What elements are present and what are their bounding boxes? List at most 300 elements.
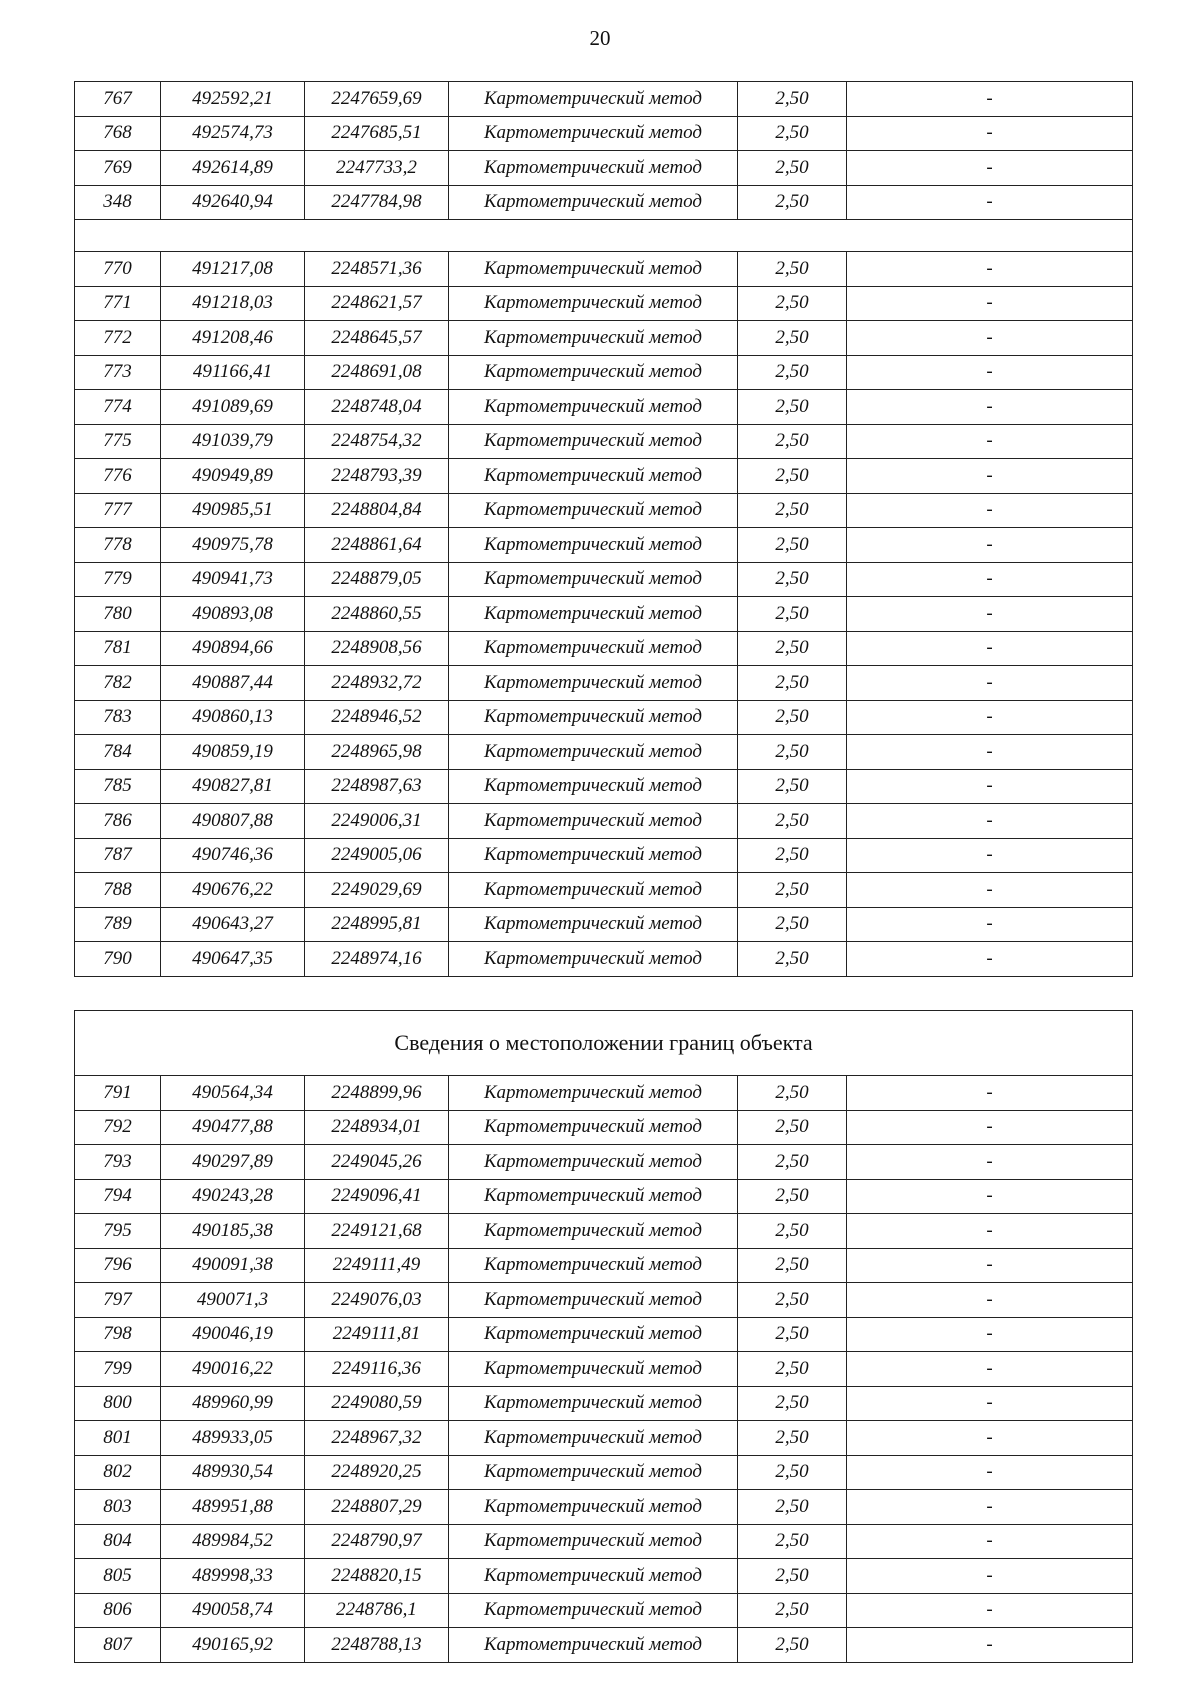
y-coordinate-cell: 2249076,03 bbox=[305, 1283, 449, 1318]
y-coordinate-cell: 2248965,98 bbox=[305, 735, 449, 770]
y-coordinate-cell: 2248788,13 bbox=[305, 1628, 449, 1663]
section-title-row bbox=[75, 1011, 1133, 1076]
accuracy-cell: 2,50 bbox=[738, 562, 847, 597]
description-cell: - bbox=[847, 82, 1133, 117]
description-cell: - bbox=[847, 769, 1133, 804]
x-coordinate-cell: 491218,03 bbox=[161, 286, 305, 321]
description-cell: - bbox=[847, 424, 1133, 459]
accuracy-cell: 2,50 bbox=[738, 528, 847, 563]
y-coordinate-cell: 2249006,31 bbox=[305, 804, 449, 839]
y-coordinate-cell: 2249045,26 bbox=[305, 1145, 449, 1180]
description-cell: - bbox=[847, 286, 1133, 321]
table-row bbox=[75, 1421, 1133, 1456]
accuracy-cell: 2,50 bbox=[738, 1524, 847, 1559]
description-cell: - bbox=[847, 116, 1133, 151]
description-cell: - bbox=[847, 459, 1133, 494]
point-number-cell: 780 bbox=[75, 597, 161, 632]
x-coordinate-cell: 490647,35 bbox=[161, 942, 305, 977]
table-row bbox=[75, 804, 1133, 839]
method-cell: Картометрический метод bbox=[449, 873, 738, 908]
point-number-cell: 801 bbox=[75, 1421, 161, 1456]
x-coordinate-cell: 490058,74 bbox=[161, 1593, 305, 1628]
y-coordinate-cell: 2248995,81 bbox=[305, 907, 449, 942]
method-cell: Картометрический метод bbox=[449, 907, 738, 942]
x-coordinate-cell: 490859,19 bbox=[161, 735, 305, 770]
x-coordinate-cell: 490185,38 bbox=[161, 1214, 305, 1249]
table-row bbox=[75, 1490, 1133, 1525]
description-cell: - bbox=[847, 528, 1133, 563]
point-number-cell: 799 bbox=[75, 1352, 161, 1387]
method-cell: Картометрический метод bbox=[449, 1248, 738, 1283]
x-coordinate-cell: 490860,13 bbox=[161, 700, 305, 735]
coordinates-table-2 bbox=[74, 1010, 1133, 1663]
point-number-cell: 806 bbox=[75, 1593, 161, 1628]
description-cell: - bbox=[847, 907, 1133, 942]
accuracy-cell: 2,50 bbox=[738, 1593, 847, 1628]
accuracy-cell: 2,50 bbox=[738, 185, 847, 220]
blank-separator-row bbox=[75, 220, 1133, 252]
x-coordinate-cell: 490894,66 bbox=[161, 631, 305, 666]
table-row bbox=[75, 1145, 1133, 1180]
table-row bbox=[75, 252, 1133, 287]
accuracy-cell: 2,50 bbox=[738, 804, 847, 839]
y-coordinate-cell: 2248691,08 bbox=[305, 355, 449, 390]
y-coordinate-cell: 2247685,51 bbox=[305, 116, 449, 151]
point-number-cell: 782 bbox=[75, 666, 161, 701]
description-cell: - bbox=[847, 151, 1133, 186]
accuracy-cell: 2,50 bbox=[738, 1317, 847, 1352]
description-cell: - bbox=[847, 1490, 1133, 1525]
accuracy-cell: 2,50 bbox=[738, 459, 847, 494]
table-row bbox=[75, 459, 1133, 494]
accuracy-cell: 2,50 bbox=[738, 1214, 847, 1249]
y-coordinate-cell: 2248621,57 bbox=[305, 286, 449, 321]
point-number-cell: 784 bbox=[75, 735, 161, 770]
y-coordinate-cell: 2247733,2 bbox=[305, 151, 449, 186]
y-coordinate-cell: 2248860,55 bbox=[305, 597, 449, 632]
table-1-group-a bbox=[75, 82, 1133, 220]
method-cell: Картометрический метод bbox=[449, 562, 738, 597]
y-coordinate-cell: 2248645,57 bbox=[305, 321, 449, 356]
y-coordinate-cell: 2249121,68 bbox=[305, 1214, 449, 1249]
x-coordinate-cell: 490941,73 bbox=[161, 562, 305, 597]
x-coordinate-cell: 491089,69 bbox=[161, 390, 305, 425]
method-cell: Картометрический метод bbox=[449, 1386, 738, 1421]
x-coordinate-cell: 491217,08 bbox=[161, 252, 305, 287]
table-row bbox=[75, 528, 1133, 563]
table-row bbox=[75, 838, 1133, 873]
x-coordinate-cell: 489933,05 bbox=[161, 1421, 305, 1456]
page-number: 20 bbox=[589, 26, 611, 50]
point-number-cell: 791 bbox=[75, 1076, 161, 1111]
method-cell: Картометрический метод bbox=[449, 185, 738, 220]
point-number-cell: 798 bbox=[75, 1317, 161, 1352]
table-row bbox=[75, 700, 1133, 735]
table-row bbox=[75, 769, 1133, 804]
point-number-cell: 807 bbox=[75, 1628, 161, 1663]
method-cell: Картометрический метод bbox=[449, 1317, 738, 1352]
table-row bbox=[75, 873, 1133, 908]
accuracy-cell: 2,50 bbox=[738, 424, 847, 459]
x-coordinate-cell: 490949,89 bbox=[161, 459, 305, 494]
table-row bbox=[75, 390, 1133, 425]
description-cell: - bbox=[847, 1593, 1133, 1628]
description-cell: - bbox=[847, 666, 1133, 701]
method-cell: Картометрический метод bbox=[449, 1421, 738, 1456]
accuracy-cell: 2,50 bbox=[738, 82, 847, 117]
y-coordinate-cell: 2249111,49 bbox=[305, 1248, 449, 1283]
x-coordinate-cell: 490091,38 bbox=[161, 1248, 305, 1283]
table-row bbox=[75, 116, 1133, 151]
point-number-cell: 795 bbox=[75, 1214, 161, 1249]
method-cell: Картометрический метод bbox=[449, 1179, 738, 1214]
table-row bbox=[75, 1524, 1133, 1559]
y-coordinate-cell: 2248807,29 bbox=[305, 1490, 449, 1525]
point-number-cell: 777 bbox=[75, 493, 161, 528]
point-number-cell: 792 bbox=[75, 1110, 161, 1145]
point-number-cell: 793 bbox=[75, 1145, 161, 1180]
table-row bbox=[75, 151, 1133, 186]
table-row bbox=[75, 735, 1133, 770]
accuracy-cell: 2,50 bbox=[738, 1559, 847, 1594]
y-coordinate-cell: 2248861,64 bbox=[305, 528, 449, 563]
method-cell: Картометрический метод bbox=[449, 1352, 738, 1387]
point-number-cell: 786 bbox=[75, 804, 161, 839]
method-cell: Картометрический метод bbox=[449, 493, 738, 528]
point-number-cell: 800 bbox=[75, 1386, 161, 1421]
point-number-cell: 804 bbox=[75, 1524, 161, 1559]
method-cell: Картометрический метод bbox=[449, 151, 738, 186]
description-cell: - bbox=[847, 597, 1133, 632]
x-coordinate-cell: 490243,28 bbox=[161, 1179, 305, 1214]
description-cell: - bbox=[847, 942, 1133, 977]
table-row bbox=[75, 1455, 1133, 1490]
method-cell: Картометрический метод bbox=[449, 1490, 738, 1525]
y-coordinate-cell: 2248786,1 bbox=[305, 1593, 449, 1628]
description-cell: - bbox=[847, 631, 1133, 666]
table-2-body bbox=[75, 1076, 1133, 1663]
coordinates-table-1 bbox=[74, 81, 1133, 977]
description-cell: - bbox=[847, 873, 1133, 908]
description-cell: - bbox=[847, 1352, 1133, 1387]
method-cell: Картометрический метод bbox=[449, 424, 738, 459]
accuracy-cell: 2,50 bbox=[738, 597, 847, 632]
point-number-cell: 802 bbox=[75, 1455, 161, 1490]
description-cell: - bbox=[847, 1317, 1133, 1352]
description-cell: - bbox=[847, 1145, 1133, 1180]
y-coordinate-cell: 2247659,69 bbox=[305, 82, 449, 117]
method-cell: Картометрический метод bbox=[449, 769, 738, 804]
x-coordinate-cell: 490893,08 bbox=[161, 597, 305, 632]
table-row bbox=[75, 321, 1133, 356]
method-cell: Картометрический метод bbox=[449, 666, 738, 701]
table-row bbox=[75, 1317, 1133, 1352]
table-1-separator bbox=[75, 220, 1133, 252]
point-number-cell: 776 bbox=[75, 459, 161, 494]
x-coordinate-cell: 492574,73 bbox=[161, 116, 305, 151]
table-row bbox=[75, 1076, 1133, 1111]
point-number-cell: 785 bbox=[75, 769, 161, 804]
accuracy-cell: 2,50 bbox=[738, 942, 847, 977]
x-coordinate-cell: 490297,89 bbox=[161, 1145, 305, 1180]
y-coordinate-cell: 2248754,32 bbox=[305, 424, 449, 459]
x-coordinate-cell: 491166,41 bbox=[161, 355, 305, 390]
x-coordinate-cell: 490807,88 bbox=[161, 804, 305, 839]
x-coordinate-cell: 490564,34 bbox=[161, 1076, 305, 1111]
method-cell: Картометрический метод bbox=[449, 1283, 738, 1318]
point-number-cell: 805 bbox=[75, 1559, 161, 1594]
description-cell: - bbox=[847, 1248, 1133, 1283]
point-number-cell: 775 bbox=[75, 424, 161, 459]
x-coordinate-cell: 490985,51 bbox=[161, 493, 305, 528]
x-coordinate-cell: 490827,81 bbox=[161, 769, 305, 804]
method-cell: Картометрический метод bbox=[449, 82, 738, 117]
y-coordinate-cell: 2248974,16 bbox=[305, 942, 449, 977]
method-cell: Картометрический метод bbox=[449, 631, 738, 666]
accuracy-cell: 2,50 bbox=[738, 1110, 847, 1145]
x-coordinate-cell: 492614,89 bbox=[161, 151, 305, 186]
x-coordinate-cell: 490046,19 bbox=[161, 1317, 305, 1352]
description-cell: - bbox=[847, 321, 1133, 356]
y-coordinate-cell: 2248920,25 bbox=[305, 1455, 449, 1490]
method-cell: Картометрический метод bbox=[449, 1076, 738, 1111]
accuracy-cell: 2,50 bbox=[738, 252, 847, 287]
accuracy-cell: 2,50 bbox=[738, 116, 847, 151]
accuracy-cell: 2,50 bbox=[738, 493, 847, 528]
x-coordinate-cell: 490016,22 bbox=[161, 1352, 305, 1387]
accuracy-cell: 2,50 bbox=[738, 666, 847, 701]
point-number-cell: 771 bbox=[75, 286, 161, 321]
method-cell: Картометрический метод bbox=[449, 459, 738, 494]
point-number-cell: 790 bbox=[75, 942, 161, 977]
point-number-cell: 769 bbox=[75, 151, 161, 186]
accuracy-cell: 2,50 bbox=[738, 700, 847, 735]
method-cell: Картометрический метод bbox=[449, 597, 738, 632]
method-cell: Картометрический метод bbox=[449, 1214, 738, 1249]
point-number-cell: 796 bbox=[75, 1248, 161, 1283]
point-number-cell: 783 bbox=[75, 700, 161, 735]
accuracy-cell: 2,50 bbox=[738, 1628, 847, 1663]
point-number-cell: 797 bbox=[75, 1283, 161, 1318]
y-coordinate-cell: 2247784,98 bbox=[305, 185, 449, 220]
accuracy-cell: 2,50 bbox=[738, 631, 847, 666]
accuracy-cell: 2,50 bbox=[738, 286, 847, 321]
table-row bbox=[75, 185, 1133, 220]
y-coordinate-cell: 2248820,15 bbox=[305, 1559, 449, 1594]
y-coordinate-cell: 2249029,69 bbox=[305, 873, 449, 908]
accuracy-cell: 2,50 bbox=[738, 735, 847, 770]
description-cell: - bbox=[847, 804, 1133, 839]
description-cell: - bbox=[847, 185, 1133, 220]
description-cell: - bbox=[847, 1421, 1133, 1456]
table-row bbox=[75, 1110, 1133, 1145]
accuracy-cell: 2,50 bbox=[738, 907, 847, 942]
table-row bbox=[75, 1179, 1133, 1214]
x-coordinate-cell: 490746,36 bbox=[161, 838, 305, 873]
y-coordinate-cell: 2248793,39 bbox=[305, 459, 449, 494]
description-cell: - bbox=[847, 1179, 1133, 1214]
point-number-cell: 788 bbox=[75, 873, 161, 908]
x-coordinate-cell: 490071,3 bbox=[161, 1283, 305, 1318]
method-cell: Картометрический метод bbox=[449, 390, 738, 425]
method-cell: Картометрический метод bbox=[449, 1145, 738, 1180]
description-cell: - bbox=[847, 1386, 1133, 1421]
point-number-cell: 348 bbox=[75, 185, 161, 220]
accuracy-cell: 2,50 bbox=[738, 1421, 847, 1456]
x-coordinate-cell: 489998,33 bbox=[161, 1559, 305, 1594]
y-coordinate-cell: 2248790,97 bbox=[305, 1524, 449, 1559]
accuracy-cell: 2,50 bbox=[738, 769, 847, 804]
x-coordinate-cell: 489930,54 bbox=[161, 1455, 305, 1490]
method-cell: Картометрический метод bbox=[449, 1628, 738, 1663]
accuracy-cell: 2,50 bbox=[738, 390, 847, 425]
point-number-cell: 773 bbox=[75, 355, 161, 390]
description-cell: - bbox=[847, 355, 1133, 390]
y-coordinate-cell: 2248946,52 bbox=[305, 700, 449, 735]
description-cell: - bbox=[847, 1214, 1133, 1249]
accuracy-cell: 2,50 bbox=[738, 1283, 847, 1318]
description-cell: - bbox=[847, 838, 1133, 873]
accuracy-cell: 2,50 bbox=[738, 1179, 847, 1214]
description-cell: - bbox=[847, 700, 1133, 735]
y-coordinate-cell: 2249116,36 bbox=[305, 1352, 449, 1387]
point-number-cell: 768 bbox=[75, 116, 161, 151]
table-row bbox=[75, 1559, 1133, 1594]
method-cell: Картометрический метод bbox=[449, 1559, 738, 1594]
method-cell: Картометрический метод bbox=[449, 528, 738, 563]
y-coordinate-cell: 2249080,59 bbox=[305, 1386, 449, 1421]
accuracy-cell: 2,50 bbox=[738, 1386, 847, 1421]
method-cell: Картометрический метод bbox=[449, 286, 738, 321]
description-cell: - bbox=[847, 493, 1133, 528]
x-coordinate-cell: 490477,88 bbox=[161, 1110, 305, 1145]
accuracy-cell: 2,50 bbox=[738, 1076, 847, 1111]
y-coordinate-cell: 2248804,84 bbox=[305, 493, 449, 528]
table-1-group-b bbox=[75, 252, 1133, 977]
method-cell: Картометрический метод bbox=[449, 1593, 738, 1628]
table-row bbox=[75, 1593, 1133, 1628]
table-row bbox=[75, 355, 1133, 390]
accuracy-cell: 2,50 bbox=[738, 321, 847, 356]
table-row bbox=[75, 286, 1133, 321]
y-coordinate-cell: 2248967,32 bbox=[305, 1421, 449, 1456]
description-cell: - bbox=[847, 562, 1133, 597]
x-coordinate-cell: 491039,79 bbox=[161, 424, 305, 459]
y-coordinate-cell: 2249005,06 bbox=[305, 838, 449, 873]
y-coordinate-cell: 2248899,96 bbox=[305, 1076, 449, 1111]
description-cell: - bbox=[847, 1559, 1133, 1594]
y-coordinate-cell: 2248934,01 bbox=[305, 1110, 449, 1145]
accuracy-cell: 2,50 bbox=[738, 1248, 847, 1283]
method-cell: Картометрический метод bbox=[449, 804, 738, 839]
description-cell: - bbox=[847, 252, 1133, 287]
table-row bbox=[75, 942, 1133, 977]
description-cell: - bbox=[847, 1110, 1133, 1145]
point-number-cell: 787 bbox=[75, 838, 161, 873]
y-coordinate-cell: 2248879,05 bbox=[305, 562, 449, 597]
description-cell: - bbox=[847, 390, 1133, 425]
point-number-cell: 770 bbox=[75, 252, 161, 287]
section-title: Сведения о местоположении границ объекта bbox=[75, 1011, 1133, 1076]
y-coordinate-cell: 2248908,56 bbox=[305, 631, 449, 666]
table-row bbox=[75, 1386, 1133, 1421]
point-number-cell: 781 bbox=[75, 631, 161, 666]
x-coordinate-cell: 492640,94 bbox=[161, 185, 305, 220]
y-coordinate-cell: 2248571,36 bbox=[305, 252, 449, 287]
table-row bbox=[75, 82, 1133, 117]
accuracy-cell: 2,50 bbox=[738, 838, 847, 873]
point-number-cell: 794 bbox=[75, 1179, 161, 1214]
x-coordinate-cell: 492592,21 bbox=[161, 82, 305, 117]
method-cell: Картометрический метод bbox=[449, 1110, 738, 1145]
x-coordinate-cell: 490643,27 bbox=[161, 907, 305, 942]
method-cell: Картометрический метод bbox=[449, 321, 738, 356]
method-cell: Картометрический метод bbox=[449, 355, 738, 390]
table-row bbox=[75, 631, 1133, 666]
description-cell: - bbox=[847, 1628, 1133, 1663]
table-row bbox=[75, 907, 1133, 942]
method-cell: Картометрический метод bbox=[449, 838, 738, 873]
method-cell: Картометрический метод bbox=[449, 735, 738, 770]
description-cell: - bbox=[847, 735, 1133, 770]
accuracy-cell: 2,50 bbox=[738, 151, 847, 186]
method-cell: Картометрический метод bbox=[449, 252, 738, 287]
description-cell: - bbox=[847, 1524, 1133, 1559]
accuracy-cell: 2,50 bbox=[738, 873, 847, 908]
accuracy-cell: 2,50 bbox=[738, 1352, 847, 1387]
point-number-cell: 803 bbox=[75, 1490, 161, 1525]
x-coordinate-cell: 490165,92 bbox=[161, 1628, 305, 1663]
method-cell: Картометрический метод bbox=[449, 942, 738, 977]
point-number-cell: 778 bbox=[75, 528, 161, 563]
description-cell: - bbox=[847, 1283, 1133, 1318]
y-coordinate-cell: 2248987,63 bbox=[305, 769, 449, 804]
accuracy-cell: 2,50 bbox=[738, 1145, 847, 1180]
description-cell: - bbox=[847, 1455, 1133, 1490]
point-number-cell: 774 bbox=[75, 390, 161, 425]
table-row bbox=[75, 424, 1133, 459]
table-row bbox=[75, 1628, 1133, 1663]
y-coordinate-cell: 2249111,81 bbox=[305, 1317, 449, 1352]
x-coordinate-cell: 490975,78 bbox=[161, 528, 305, 563]
x-coordinate-cell: 490676,22 bbox=[161, 873, 305, 908]
point-number-cell: 772 bbox=[75, 321, 161, 356]
x-coordinate-cell: 490887,44 bbox=[161, 666, 305, 701]
x-coordinate-cell: 489960,99 bbox=[161, 1386, 305, 1421]
table-row bbox=[75, 1352, 1133, 1387]
table-row bbox=[75, 562, 1133, 597]
table-row bbox=[75, 1214, 1133, 1249]
y-coordinate-cell: 2249096,41 bbox=[305, 1179, 449, 1214]
x-coordinate-cell: 489951,88 bbox=[161, 1490, 305, 1525]
table-row bbox=[75, 666, 1133, 701]
method-cell: Картометрический метод bbox=[449, 1455, 738, 1490]
description-cell: - bbox=[847, 1076, 1133, 1111]
accuracy-cell: 2,50 bbox=[738, 1490, 847, 1525]
y-coordinate-cell: 2248932,72 bbox=[305, 666, 449, 701]
table-row bbox=[75, 493, 1133, 528]
point-number-cell: 789 bbox=[75, 907, 161, 942]
table-row bbox=[75, 597, 1133, 632]
method-cell: Картометрический метод bbox=[449, 1524, 738, 1559]
accuracy-cell: 2,50 bbox=[738, 1455, 847, 1490]
accuracy-cell: 2,50 bbox=[738, 355, 847, 390]
method-cell: Картометрический метод bbox=[449, 700, 738, 735]
method-cell: Картометрический метод bbox=[449, 116, 738, 151]
point-number-cell: 779 bbox=[75, 562, 161, 597]
x-coordinate-cell: 489984,52 bbox=[161, 1524, 305, 1559]
table-row bbox=[75, 1283, 1133, 1318]
